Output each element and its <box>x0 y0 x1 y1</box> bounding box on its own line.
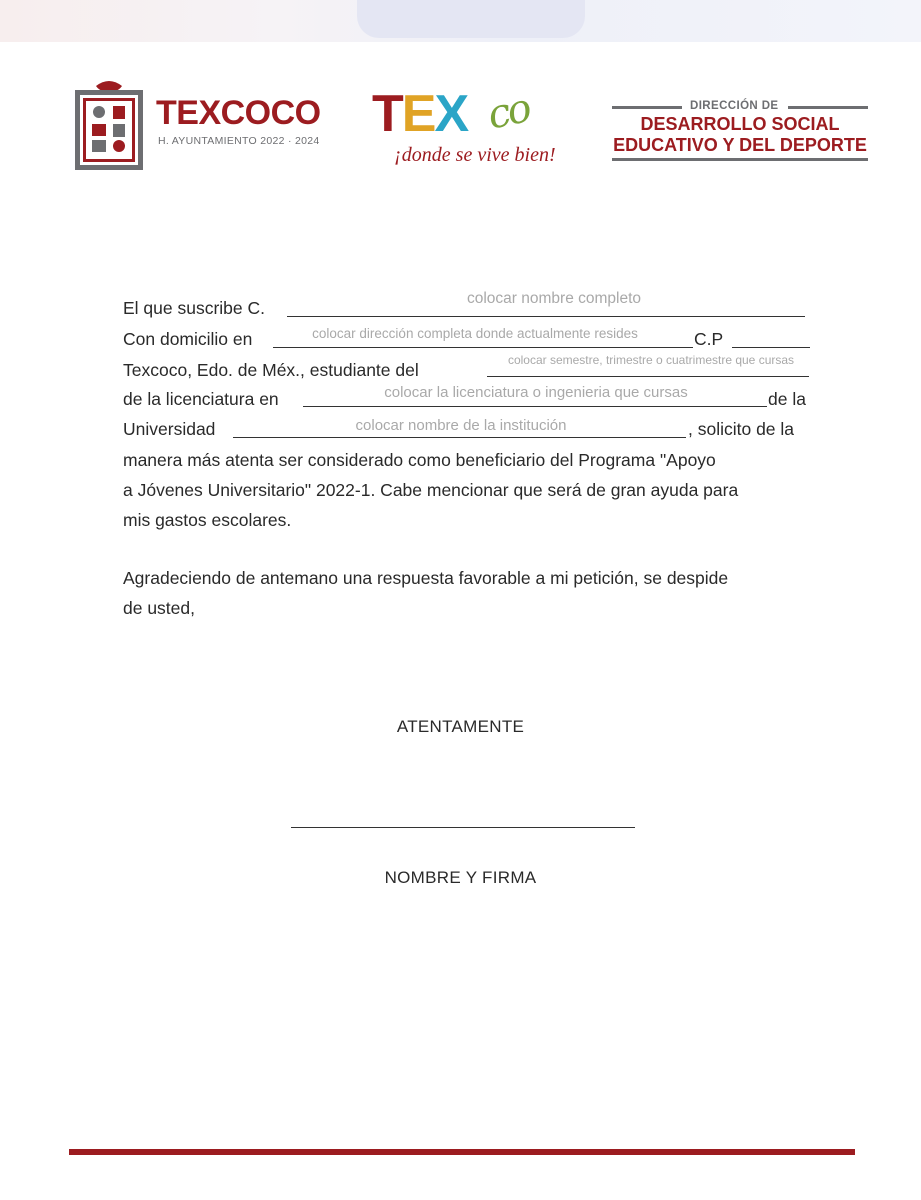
university-blank-field[interactable] <box>233 437 686 438</box>
name-hint: colocar nombre completo <box>466 290 642 307</box>
line1-label: El que suscribe C. <box>123 298 266 318</box>
atentamente-heading: ATENTAMENTE <box>396 717 525 736</box>
university-hint: colocar nombre de la institución <box>355 417 567 434</box>
texcoco-ayuntamiento-logo <box>72 76 324 172</box>
signature-label: NOMBRE Y FIRMA <box>384 868 537 887</box>
logo-tex-text: TEX <box>372 85 468 143</box>
logo-desarrollo-line: DESARROLLO SOCIAL <box>640 114 840 134</box>
texcoco-donde-se-vive-bien-logo <box>372 86 562 172</box>
logo-rule-right <box>788 106 868 109</box>
logo-direccion-line: DIRECCIÓN DE <box>690 100 779 112</box>
address-hint: colocar dirección completa donde actualmente resides <box>312 326 638 341</box>
direccion-desarrollo-social-logo <box>612 100 868 162</box>
top-decorative-band <box>0 0 921 42</box>
farewell-line2: de usted, <box>123 598 195 618</box>
degree-hint: colocar la licenciatura o ingenieria que cursas <box>384 384 688 401</box>
degree-blank-field[interactable] <box>303 406 767 407</box>
line4-label: de la licenciatura en <box>123 389 279 409</box>
logo-rule-bottom <box>612 158 868 161</box>
logo-educativo-line: EDUCATIVO Y DEL DEPORTE <box>613 135 867 155</box>
semester-blank-field[interactable] <box>487 376 809 377</box>
body-line7: a Jóvenes Universitario" 2022-1. Cabe mencionar que será de gran ayuda para <box>123 480 739 500</box>
name-blank-field[interactable] <box>287 316 805 317</box>
logo-co-text: co <box>483 85 533 139</box>
address-blank-field[interactable] <box>273 347 693 348</box>
logo-rule-left <box>612 106 682 109</box>
line3-label: Texcoco, Edo. de Méx., estudiante del <box>123 360 419 380</box>
line5-end: , solicito de la <box>688 419 795 439</box>
top-band-accent <box>357 0 585 38</box>
signature-line[interactable] <box>291 827 635 828</box>
footer-red-bar <box>69 1149 855 1155</box>
cp-blank-field[interactable] <box>732 347 810 348</box>
body-line8: mis gastos escolares. <box>123 510 292 530</box>
semester-hint: colocar semestre, trimestre o cuatrimestre que cursas <box>507 353 795 367</box>
farewell-line1: Agradeciendo de antemano una respuesta favorable a mi petición, se despide <box>123 568 729 588</box>
logo-texcoco-name: TEXCOCO <box>156 94 321 132</box>
body-line6: manera más atenta ser considerado como beneficiario del Programa "Apoyo <box>123 450 716 470</box>
logo-ayuntamiento-subtitle: H. AYUNTAMIENTO 2022 · 2024 <box>158 135 320 147</box>
coat-of-arms-icon <box>72 76 146 172</box>
line4-end: de la <box>768 389 806 409</box>
line5-label: Universidad <box>123 419 216 439</box>
logo-tagline: ¡donde se vive bien! <box>394 144 556 166</box>
cp-label: C.P <box>694 329 724 349</box>
line2-label: Con domicilio en <box>123 329 253 349</box>
